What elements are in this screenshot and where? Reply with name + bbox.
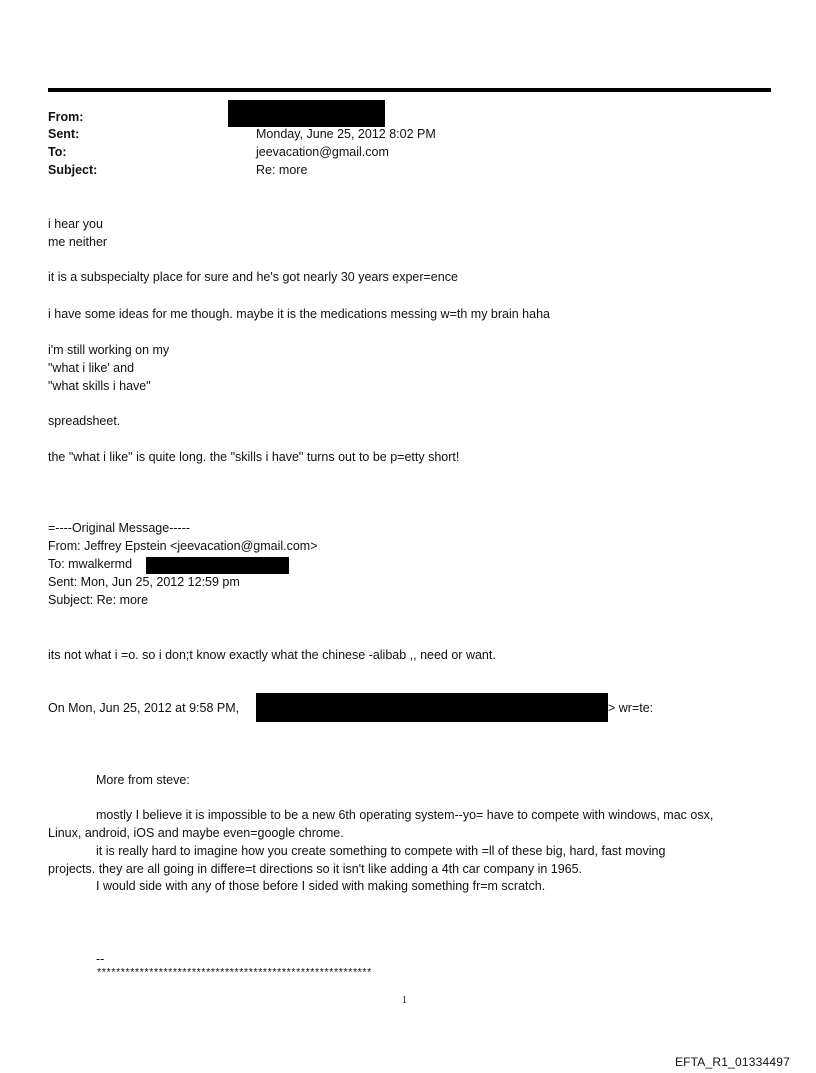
original-to: To: mwalkermd — [48, 557, 133, 571]
page-number: 1 — [402, 995, 407, 1006]
redaction-to — [146, 557, 289, 574]
subject-label: Subject: — [48, 163, 98, 177]
sent-value: Monday, June 25, 2012 8:02 PM — [256, 127, 436, 141]
signature-stars: ********************************************************** — [96, 968, 371, 980]
to-label: To: — [48, 145, 67, 159]
body-line: i hear you — [48, 217, 103, 231]
redaction-sender — [256, 693, 608, 722]
body-line: me neither — [48, 235, 108, 249]
original-divider: =----Original Message----- — [48, 521, 191, 535]
quoted-line: Linux, android, iOS and maybe even=google chrome. — [48, 826, 344, 840]
original-sent: Sent: Mon, Jun 25, 2012 12:59 pm — [48, 575, 240, 589]
body-line: "what skills i have" — [48, 379, 151, 393]
quoted-line: I would side with any of those before I sided with making something fr=m scratch. — [96, 879, 546, 893]
body-line: the "what i like" is quite long. the "skills i have" turns out to be p=etty short! — [48, 450, 460, 464]
signature-dash: -- — [96, 952, 105, 966]
reply-line: its not what i =o. so i don;t know exactly what the chinese -alibab ,, need or want. — [48, 648, 496, 662]
body-line: "what i like' and — [48, 361, 135, 375]
original-subject: Subject: Re: more — [48, 593, 149, 607]
bates-number: EFTA_R1_01334497 — [674, 1055, 790, 1069]
header-rule — [48, 88, 771, 92]
subject-value: Re: more — [256, 163, 308, 177]
from-label: From: — [48, 110, 84, 124]
quoted-line: it is really hard to imagine how you create something to compete with =ll of these big, hard, fast moving — [96, 844, 666, 858]
to-value: jeevacation@gmail.com — [256, 145, 389, 159]
quoted-line: mostly I believe it is impossible to be a new 6th operating system--yo= have to compete with windows, mac osx, — [96, 808, 714, 822]
redaction-from — [228, 100, 385, 127]
body-line: it is a subspecialty place for sure and he's got nearly 30 years exper=ence — [48, 270, 458, 284]
on-date-suffix: > wr=te: — [608, 701, 654, 715]
quoted-line: projects. they are all going in differe=t directions so it isn't like adding a 4th car company in 1965. — [48, 862, 583, 876]
sent-label: Sent: — [48, 127, 80, 141]
body-line: i have some ideas for me though. maybe it is the medications messing w=th my brain haha — [48, 307, 550, 321]
original-from: From: Jeffrey Epstein <jeevacation@gmail.com> — [48, 539, 318, 553]
body-line: i'm still working on my — [48, 343, 170, 357]
body-line: spreadsheet. — [48, 414, 121, 428]
on-date-line: On Mon, Jun 25, 2012 at 9:58 PM, — [48, 701, 240, 715]
quoted-line: More from steve: — [96, 773, 190, 787]
